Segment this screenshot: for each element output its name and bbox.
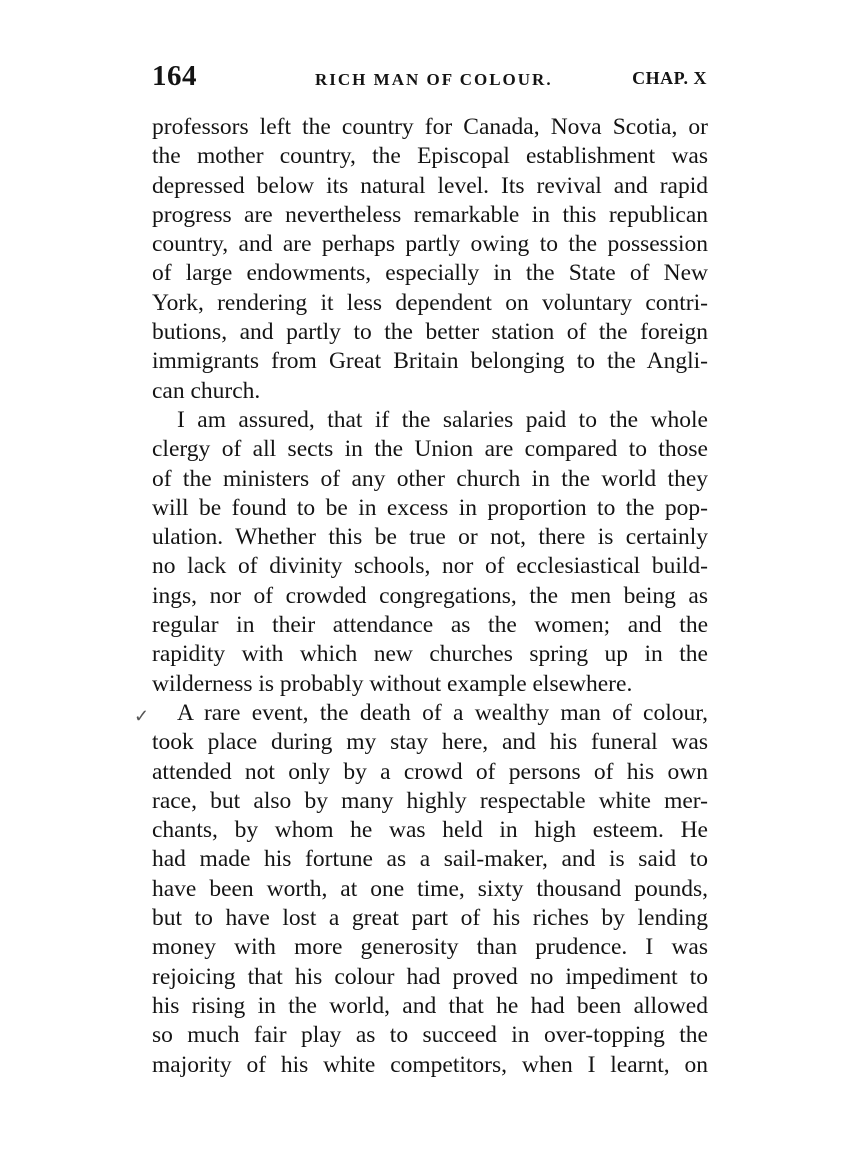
text-line: no lack of divinity schools, nor of ecclesiastical build- bbox=[152, 553, 708, 580]
text-line: I am assured, that if the salaries paid to the whole bbox=[177, 406, 708, 433]
paragraph bbox=[152, 406, 708, 699]
text-line: regular in their attendance as the women; and the bbox=[152, 612, 708, 639]
text-line: so much fair play as to succeed in over-topping the bbox=[152, 1022, 708, 1049]
paragraph bbox=[152, 699, 708, 1080]
text-line: rapidity with which new churches spring up in the bbox=[152, 641, 708, 668]
text-line: depressed below its natural level. Its revival and rapid bbox=[152, 172, 708, 199]
text-line: majority of his white competitors, when I learnt, on bbox=[152, 1051, 708, 1078]
text-line: but to have lost a great part of his riches by lending bbox=[152, 905, 708, 932]
text-line: country, and are perhaps partly owing to the possession bbox=[152, 231, 708, 258]
text-line: chants, by whom he was held in high esteem. He bbox=[152, 817, 708, 844]
text-line: will be found to be in excess in proportion to the pop- bbox=[152, 494, 708, 521]
text-line: of large endowments, especially in the State of New bbox=[152, 260, 708, 287]
text-line: wilderness is probably without example elsewhere. bbox=[152, 670, 633, 697]
text-line: A rare event, the death of a wealthy man of colour, bbox=[177, 699, 708, 726]
text-line: clergy of all sects in the Union are compared to those bbox=[152, 436, 708, 463]
text-line: money with more generosity than prudence. I was bbox=[152, 934, 708, 961]
text-line: York, rendering it less dependent on voluntary contri- bbox=[152, 289, 708, 316]
page-number: 164 bbox=[152, 60, 197, 92]
text-line: immigrants from Great Britain belonging to the Angli- bbox=[152, 348, 708, 375]
paragraph bbox=[152, 113, 708, 406]
text-line: took place during my stay here, and his funeral was bbox=[152, 729, 708, 756]
text-line: the mother country, the Episcopal establishment was bbox=[152, 143, 708, 170]
margin-tick-mark: ✓ bbox=[134, 706, 150, 726]
text-line: ings, nor of crowded congregations, the men being as bbox=[152, 582, 708, 609]
text-line: race, but also by many highly respectable white mer- bbox=[152, 787, 708, 814]
page-header bbox=[152, 60, 707, 100]
text-line: of the ministers of any other church in the world they bbox=[152, 465, 708, 492]
text-line: had made his fortune as a sail-maker, and is said to bbox=[152, 846, 708, 873]
text-line: his rising in the world, and that he had been allowed bbox=[152, 992, 708, 1019]
text-line: progress are nevertheless remarkable in this republican bbox=[152, 201, 708, 228]
text-line: have been worth, at one time, sixty thousand pounds, bbox=[152, 875, 708, 902]
text-line: can church. bbox=[152, 377, 261, 404]
text-line: ulation. Whether this be true or not, there is certainly bbox=[152, 524, 708, 551]
chapter-label: CHAP. X bbox=[632, 68, 707, 88]
text-line: professors left the country for Canada, Nova Scotia, or bbox=[152, 114, 708, 140]
text-line: attended not only by a crowd of persons of his own bbox=[152, 758, 708, 785]
text-line: rejoicing that his colour had proved no impediment to bbox=[152, 963, 708, 990]
text-line: butions, and partly to the better station of the foreign bbox=[152, 319, 708, 346]
running-title: RICH MAN OF COLOUR. bbox=[315, 70, 553, 89]
body-text bbox=[152, 113, 708, 1080]
